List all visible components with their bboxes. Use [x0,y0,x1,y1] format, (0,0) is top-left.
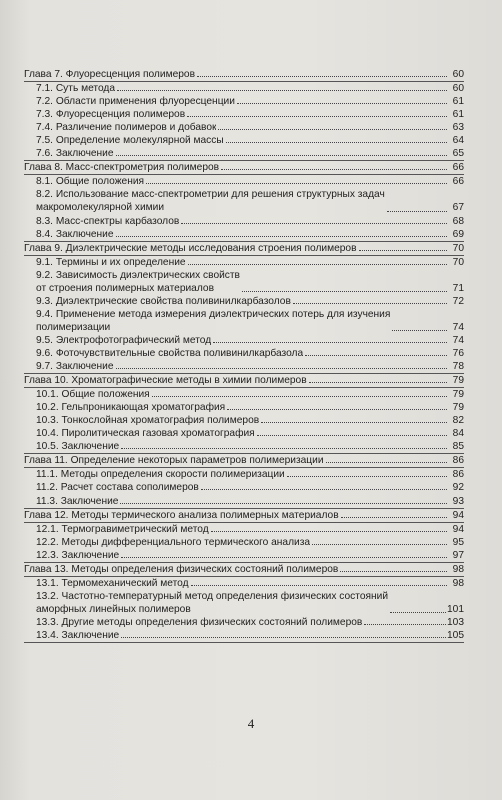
toc-leader-dots [117,90,447,91]
toc-page-number: 79 [452,402,464,414]
toc-section [24,215,464,228]
toc-leader-dots [213,342,447,343]
toc-page-number: 84 [452,428,464,440]
toc-page-number: 68 [452,215,464,227]
table-of-contents [24,68,464,643]
toc-section [24,95,464,108]
toc-page-number: 92 [452,482,464,494]
toc-leader-dots [121,557,447,558]
toc-chapter [24,454,464,468]
toc-entry-title-line: аморфных линейных полимеров [36,603,191,615]
toc-section [24,228,464,242]
toc-leader-dots [309,382,447,383]
toc-section [24,334,464,347]
toc-section [24,523,464,536]
toc-leader-dots [221,169,447,170]
toc-page-number: 65 [452,148,464,160]
toc-entry-title: 7.3. Флуоресценция полимеров [36,109,186,121]
toc-section [24,175,464,188]
toc-leader-dots [340,571,447,572]
toc-page-number: 93 [452,495,464,507]
toc-page-number: 95 [452,536,464,548]
toc-leader-dots [121,637,446,638]
toc-leader-dots [359,250,447,251]
toc-chapter [24,242,464,256]
toc-leader-dots [116,155,447,156]
toc-section [24,121,464,134]
toc-page-number: 60 [452,83,464,95]
toc-leader-dots [218,129,447,130]
toc-page-number: 67 [452,202,464,214]
toc-section [24,468,464,481]
toc-page-number: 79 [452,375,464,387]
toc-section [24,414,464,427]
toc-leader-dots [312,544,447,545]
toc-section [24,347,464,360]
toc-leader-dots [387,211,447,212]
toc-entry-title: 8.4. Заключение [36,228,114,240]
toc-leader-dots [287,476,447,477]
toc-leader-dots [181,223,447,224]
toc-entry-title: 9.7. Заключение [36,361,114,373]
toc-chapter [24,563,464,577]
toc-section [24,536,464,549]
toc-section [24,108,464,121]
toc-page-number: 103 [447,616,464,628]
toc-leader-dots [364,624,446,625]
toc-entry-title: 7.4. Различение полимеров и добавок [36,122,217,134]
toc-leader-dots [390,612,446,613]
toc-entry-title: Глава 10. Хроматографические методы в химии полимеров [24,375,307,387]
toc-entry-title-line: 9.2. Зависимость диэлектрических свойств [36,269,240,281]
toc-leader-dots [211,531,447,532]
toc-page-number: 63 [452,122,464,134]
toc-entry-title: Глава 7. Флуоресценция полимеров [24,69,195,80]
toc-page-number: 66 [452,176,464,188]
toc-chapter [24,68,464,82]
toc-section [24,147,464,161]
toc-entry-title: 13.1. Термомеханический метод [36,577,189,589]
toc-section [24,188,464,214]
toc-entry-title: 10.3. Тонкослойная хроматография полимеров [36,415,260,427]
toc-leader-dots [293,303,447,304]
toc-page-number: 69 [452,228,464,240]
toc-entry-title: Глава 9. Диэлектрические методы исследования строения полимеров [24,242,357,254]
toc-chapter [24,374,464,388]
toc-entry-title: 7.2. Области применения флуоресценции [36,96,235,108]
toc-page-number: 71 [452,282,464,294]
toc-leader-dots [188,264,447,265]
toc-page-number: 60 [452,69,464,80]
toc-entry-title: 7.6. Заключение [36,148,114,160]
toc-entry-title: Глава 11. Определение некоторых параметров полимеризации [24,455,324,467]
toc-page-number: 101 [447,603,464,615]
toc-entry-title: 10.4. Пиролитическая газовая хроматография [36,428,255,440]
toc-page-number: 78 [452,361,464,373]
toc-page-number: 85 [452,441,464,453]
toc-chapter [24,161,464,175]
toc-page-number: 66 [452,162,464,174]
toc-entry-title: Глава 13. Методы определения физических состояний полимеров [24,563,339,575]
toc-entry-title: 10.5. Заключение [36,441,120,453]
toc-leader-dots [116,236,447,237]
toc-leader-dots [191,585,447,586]
toc-section [24,82,464,95]
toc-leader-dots [227,409,447,410]
toc-entry-title [36,188,385,214]
toc-entry-title: 9.5. Электрофотографический метод [36,334,212,346]
toc-page-number: 94 [452,509,464,521]
toc-section [24,388,464,401]
toc-leader-dots [152,396,447,397]
toc-section [24,616,464,629]
toc-entry-title: 9.1. Термины и их определение [36,256,186,268]
toc-page-number: 74 [452,334,464,346]
toc-entry-title [36,590,388,616]
toc-entry-title: 12.2. Методы дифференциального термического анализа [36,536,311,548]
toc-section [24,629,464,643]
toc-entry-title: 8.1. Общие положения [36,176,145,188]
toc-leader-dots [121,448,447,449]
toc-page-number: 105 [447,629,464,641]
toc-page-number: 97 [452,549,464,561]
toc-entry-title-line: макромолекулярной химии [36,202,165,214]
toc-section [24,134,464,147]
toc-section [24,401,464,414]
toc-page-number: 86 [452,455,464,467]
toc-page-number: 76 [452,347,464,359]
toc-leader-dots [197,76,447,77]
toc-section [24,360,464,374]
toc-page-number: 94 [452,523,464,535]
toc-entry-title: 10.2. Гельпроникающая хроматография [36,402,226,414]
toc-entry-title: 9.3. Диэлектрические свойства поливинилкарбазолов [36,295,291,307]
toc-page-number: 70 [452,242,464,254]
toc-leader-dots [226,142,447,143]
toc-page-number: 98 [452,577,464,589]
toc-page-number: 74 [452,321,464,333]
toc-entry-title-line: 8.2. Использование масс-спектрометрии для решения структурных задач [36,189,385,201]
toc-page-number: 79 [452,389,464,401]
toc-entry-title-line: 9.4. Применение метода измерения диэлектрических потерь для изучения [36,308,391,320]
toc-entry-title: 13.4. Заключение [36,629,120,641]
toc-entry-title: 10.1. Общие положения [36,389,150,401]
toc-entry-title: Глава 8. Масс-спектрометрия полимеров [24,162,220,174]
toc-page-number: 72 [452,295,464,307]
toc-section [24,495,464,509]
toc-entry-title-line: полимеризации [36,321,111,333]
toc-leader-dots [257,435,447,436]
toc-entry-title: 11.1. Методы определения скорости полимеризации [36,469,285,481]
toc-leader-dots [120,503,447,504]
toc-section [24,308,464,334]
toc-section [24,269,464,295]
toc-section [24,481,464,494]
toc-leader-dots [261,422,447,423]
toc-entry-title: 13.3. Другие методы определения физических состояний полимеров [36,616,363,628]
toc-leader-dots [341,517,447,518]
toc-leader-dots [187,116,447,117]
toc-page-number: 61 [452,109,464,121]
toc-entry-title: 12.1. Термогравиметрический метод [36,523,209,535]
toc-leader-dots [146,183,447,184]
toc-section [24,549,464,563]
toc-page-number: 70 [452,256,464,268]
toc-entry-title [36,308,390,334]
toc-section [24,427,464,440]
toc-entry-title-line: 13.2. Частотно-температурный метод определения физических состояний [36,590,389,602]
toc-entry-title: 12.3. Заключение [36,549,120,561]
toc-section [24,256,464,269]
toc-entry-title: 11.3. Заключение [36,495,119,507]
toc-leader-dots [116,368,447,369]
toc-entry-title: Глава 12. Методы термического анализа полимерных материалов [24,509,339,521]
toc-chapter [24,509,464,523]
toc-leader-dots [392,330,447,331]
toc-entry-title-line: от строения полимерных материалов [36,282,214,294]
toc-page-number: 82 [452,415,464,427]
toc-page-number: 98 [452,563,464,575]
toc-entry-title: 9.6. Фоточувствительные свойства поливинилкарбазола [36,347,304,359]
toc-leader-dots [237,103,447,104]
toc-entry-title: 11.2. Расчет состава сополимеров [36,482,199,494]
toc-page-number: 86 [452,469,464,481]
toc-section [24,577,464,590]
toc-leader-dots [326,462,447,463]
toc-leader-dots [305,355,447,356]
toc-entry-title [36,269,240,295]
toc-section [24,295,464,308]
toc-leader-dots [242,291,447,292]
toc-entry-title: 7.1. Суть метода [36,83,116,95]
page-number: 4 [247,716,255,731]
toc-page-number: 61 [452,96,464,108]
toc-section [24,590,464,616]
toc-entry-title: 8.3. Масс-спектры карбазолов [36,215,180,227]
toc-section [24,440,464,454]
toc-leader-dots [201,489,447,490]
toc-entry-title: 7.5. Определение молекулярной массы [36,135,224,147]
toc-page-number: 64 [452,135,464,147]
